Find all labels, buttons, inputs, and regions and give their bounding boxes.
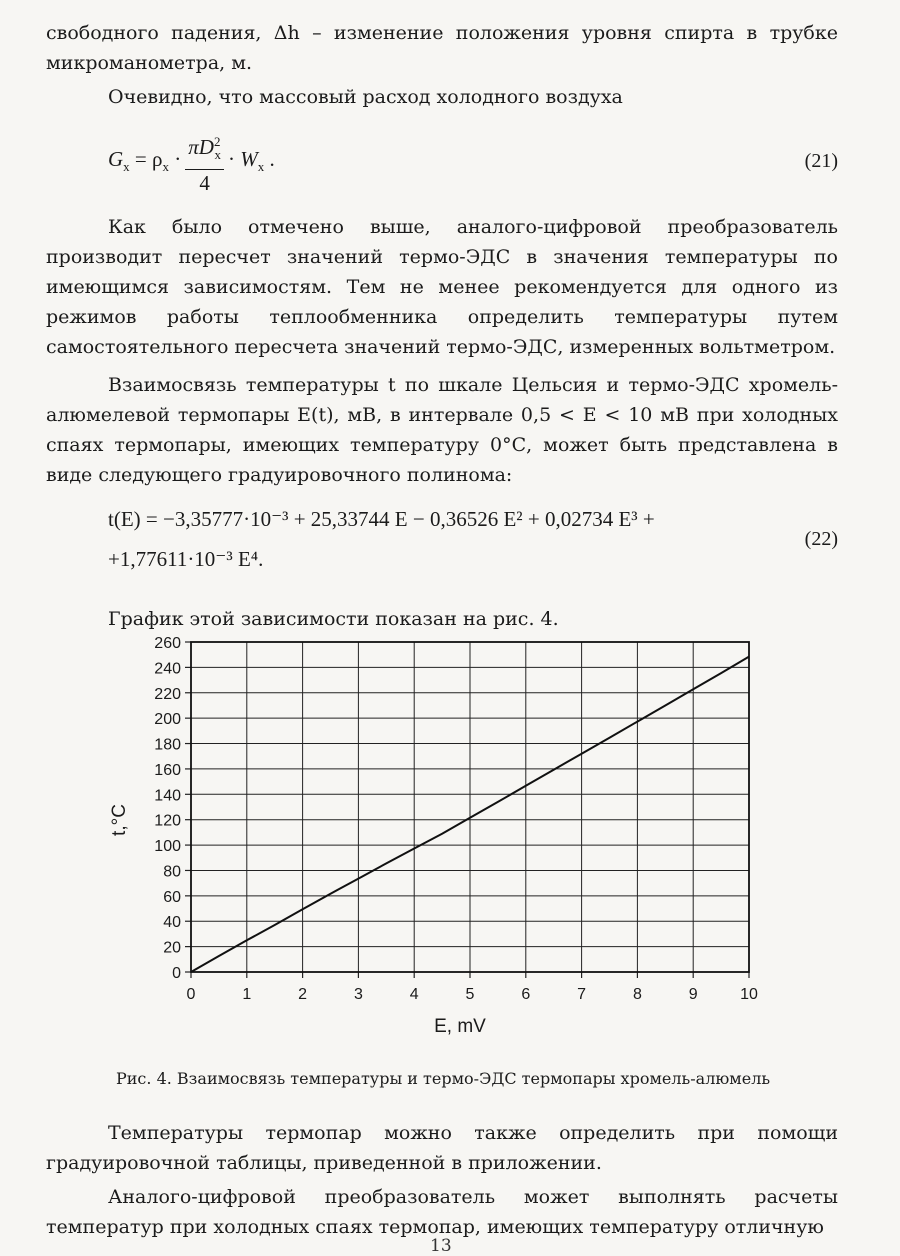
y-axis-label: t,°C xyxy=(109,804,130,836)
text-adc2: Аналого-цифровой преобразователь может выполнять расчеты температур при холодных спаях термопар, имеющих температуру отличную xyxy=(46,1186,838,1238)
text-graph: График этой зависимости показан на рис. 4. xyxy=(108,608,559,630)
tick-label-y-9: 180 xyxy=(154,736,181,754)
tick-label-y-7: 140 xyxy=(154,787,181,805)
paragraph-table xyxy=(46,1118,838,1178)
tick-label-y-6: 120 xyxy=(154,812,181,830)
text-obvious: Очевидно, что массовый расход холодного воздуха xyxy=(108,86,623,108)
tick-label-x-0: 0 xyxy=(186,986,196,1003)
tick-label-x-7: 7 xyxy=(577,986,587,1003)
figure-caption: Рис. 4. Взаимосвязь температуры и термо-ЭДС термопары хромель-алюмель xyxy=(116,1069,771,1088)
equation-22-line1: t(E) = −3,35777·10⁻³ + 25,33744 E − 0,36526 E² + 0,02734 E³ + xyxy=(108,507,655,531)
tick-label-y-0: 0 xyxy=(172,965,181,982)
tick-label-x-5: 5 xyxy=(465,986,475,1003)
tick-label-x-4: 4 xyxy=(409,986,419,1003)
text-table: Температуры термопар можно также определить при помощи градуировочной таблицы, приведенной в приложении. xyxy=(46,1122,838,1174)
tick-label-y-13: 260 xyxy=(154,635,181,652)
equation-22-number: (22) xyxy=(804,528,838,550)
tick-label-y-1: 20 xyxy=(163,939,181,957)
tick-label-y-11: 220 xyxy=(154,685,181,703)
document-page-bottom xyxy=(46,1118,838,1242)
equation-22-line2: +1,77611·10⁻³ E⁴. xyxy=(108,547,264,571)
tick-label-y-10: 200 xyxy=(154,711,181,729)
text-adc: Как было отмечено выше, аналого-цифровой преобразователь производит пересчет значений термо-ЭДС в значения температуры по имеющимся зависимостям. Тем не менее рекомендуется для одного из режимов работы теплообменника определить температуры путем самостоятельного пересчета значений термо-ЭДС, измеренных вольтметром. xyxy=(46,216,838,358)
tick-label-x-8: 8 xyxy=(632,986,642,1003)
tick-label-y-5: 100 xyxy=(154,838,181,856)
tick-label-x-2: 2 xyxy=(298,986,308,1003)
tick-label-y-8: 160 xyxy=(154,761,181,779)
x-axis-label: E, mV xyxy=(434,1016,486,1037)
tick-label-y-3: 60 xyxy=(163,888,181,906)
tick-label-x-10: 10 xyxy=(740,986,758,1003)
page-number: 13 xyxy=(430,1236,452,1256)
tick-label-y-12: 240 xyxy=(154,660,181,678)
text-relation: Взаимосвязь температуры t по шкале Цельсия и термо-ЭДС хромель-алюмелевой термопары E(t), мВ, в интервале 0,5 < E < 10 мВ при холодных спаях термопары, имеющих температуру 0°С, может быть представлена в виде следующего градуировочного полинома: xyxy=(46,374,838,486)
paragraph-adc2 xyxy=(46,1182,838,1242)
tick-label-x-3: 3 xyxy=(353,986,363,1003)
tick-label-y-2: 40 xyxy=(163,914,181,932)
equation-21-number: (21) xyxy=(804,150,838,172)
text-top: свободного падения, Δh – изменение положения уровня спирта в трубке микроманометра, м. xyxy=(46,22,838,74)
tick-label-x-1: 1 xyxy=(242,986,252,1003)
tick-label-y-4: 80 xyxy=(163,863,181,881)
tick-label-x-9: 9 xyxy=(688,986,698,1003)
equation-21-expression: $G_x = \rho_x$ · $\frac{\pi D^2_x}{4}$ · $W_x$ . xyxy=(108,130,275,196)
tick-label-x-6: 6 xyxy=(521,986,531,1003)
